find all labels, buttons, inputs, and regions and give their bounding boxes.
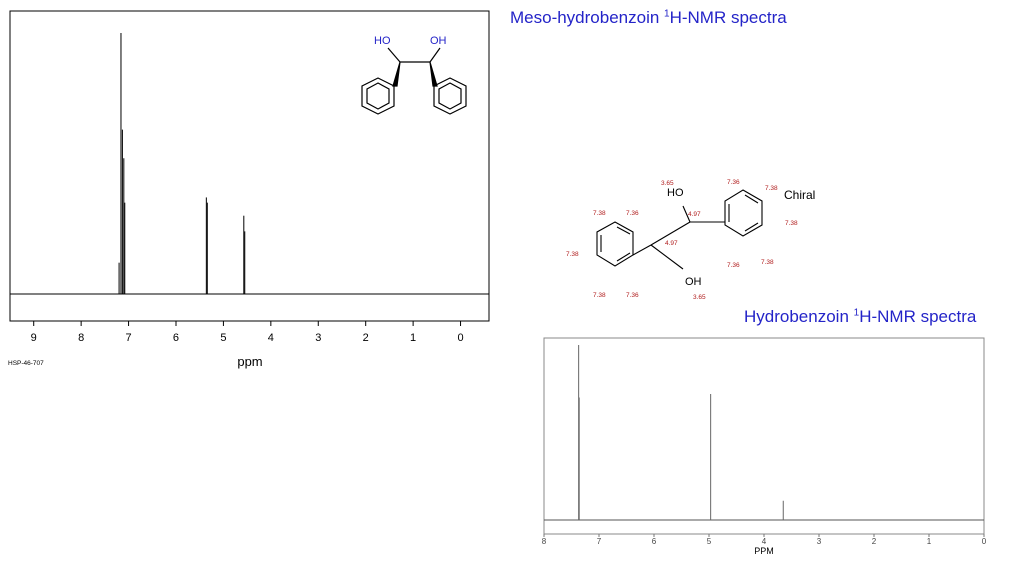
x-tick-label: 0	[457, 332, 464, 344]
x-axis-label: PPM	[754, 546, 774, 556]
x-tick-label: 9	[30, 332, 37, 344]
x-tick-label: 6	[651, 537, 657, 546]
x-tick-label: 8	[541, 537, 547, 546]
plot-frame	[544, 338, 984, 534]
shift-left-ring-left: 7.38	[566, 251, 579, 258]
chiral-label: Chiral	[784, 188, 816, 202]
skeleton-bonds	[362, 48, 466, 114]
hydro-nmr-chart	[536, 333, 1006, 563]
hydroxyl-left-label: HO	[374, 35, 391, 47]
x-tick-label: 8	[78, 332, 85, 344]
x-tick-label: 3	[816, 537, 822, 546]
shift-ch-top: 4.97	[688, 211, 701, 218]
shift-oh-bottom: 3.65	[693, 294, 706, 301]
skeleton-bonds	[597, 190, 762, 269]
x-axis-ticks	[31, 321, 464, 344]
meso-hydrobenzoin-structure	[345, 30, 480, 130]
shift-right-ring-top-left: 7.36	[727, 179, 740, 186]
shift-right-ring-bottom-right: 7.38	[761, 259, 774, 266]
x-tick-label: 7	[125, 332, 132, 344]
meso-spectrum-title: Meso-hydrobenzoin $^1$H-NMR spectra	[510, 8, 787, 27]
x-axis-label: ppm	[237, 354, 263, 369]
x-tick-label: 2	[362, 332, 369, 344]
spectrum-peaks	[579, 345, 784, 520]
x-tick-label: 0	[981, 537, 987, 546]
x-tick-label: 3	[315, 332, 322, 344]
shift-right-ring-bottom-left: 7.36	[727, 262, 740, 269]
shift-right-ring-top-right: 7.38	[765, 185, 778, 192]
hydro-spectrum-title: Hydrobenzoin $^1$H-NMR spectra	[744, 307, 977, 326]
x-tick-label: 2	[871, 537, 877, 546]
hydroxyl-right-label: OH	[430, 35, 447, 47]
x-tick-label: 4	[267, 332, 274, 344]
x-axis-ticks	[542, 534, 987, 546]
hydrobenzoin-structure	[555, 172, 820, 304]
shift-oh-top: 3.65	[661, 180, 674, 187]
spectrum-code: HSP-46-707	[8, 360, 44, 367]
hydroxyl-bottom-label: OH	[685, 276, 702, 288]
shift-right-ring-right: 7.38	[785, 220, 798, 227]
spectrum-peaks	[119, 33, 245, 294]
shift-ch-bottom: 4.97	[665, 240, 678, 247]
shift-left-ring-top-right: 7.36	[626, 210, 639, 217]
x-tick-label: 1	[926, 537, 932, 546]
x-tick-label: 1	[410, 332, 417, 344]
shift-left-ring-top-left: 7.38	[593, 210, 606, 217]
shift-left-ring-bottom-left: 7.38	[593, 292, 606, 299]
x-tick-label: 5	[220, 332, 227, 344]
x-tick-label: 6	[172, 332, 180, 344]
x-tick-label: 4	[761, 537, 767, 546]
hydroxyl-top-label: HO	[667, 187, 684, 199]
x-tick-label: 5	[706, 537, 712, 546]
shift-left-ring-bottom-right: 7.36	[626, 292, 639, 299]
x-tick-label: 7	[596, 537, 602, 546]
